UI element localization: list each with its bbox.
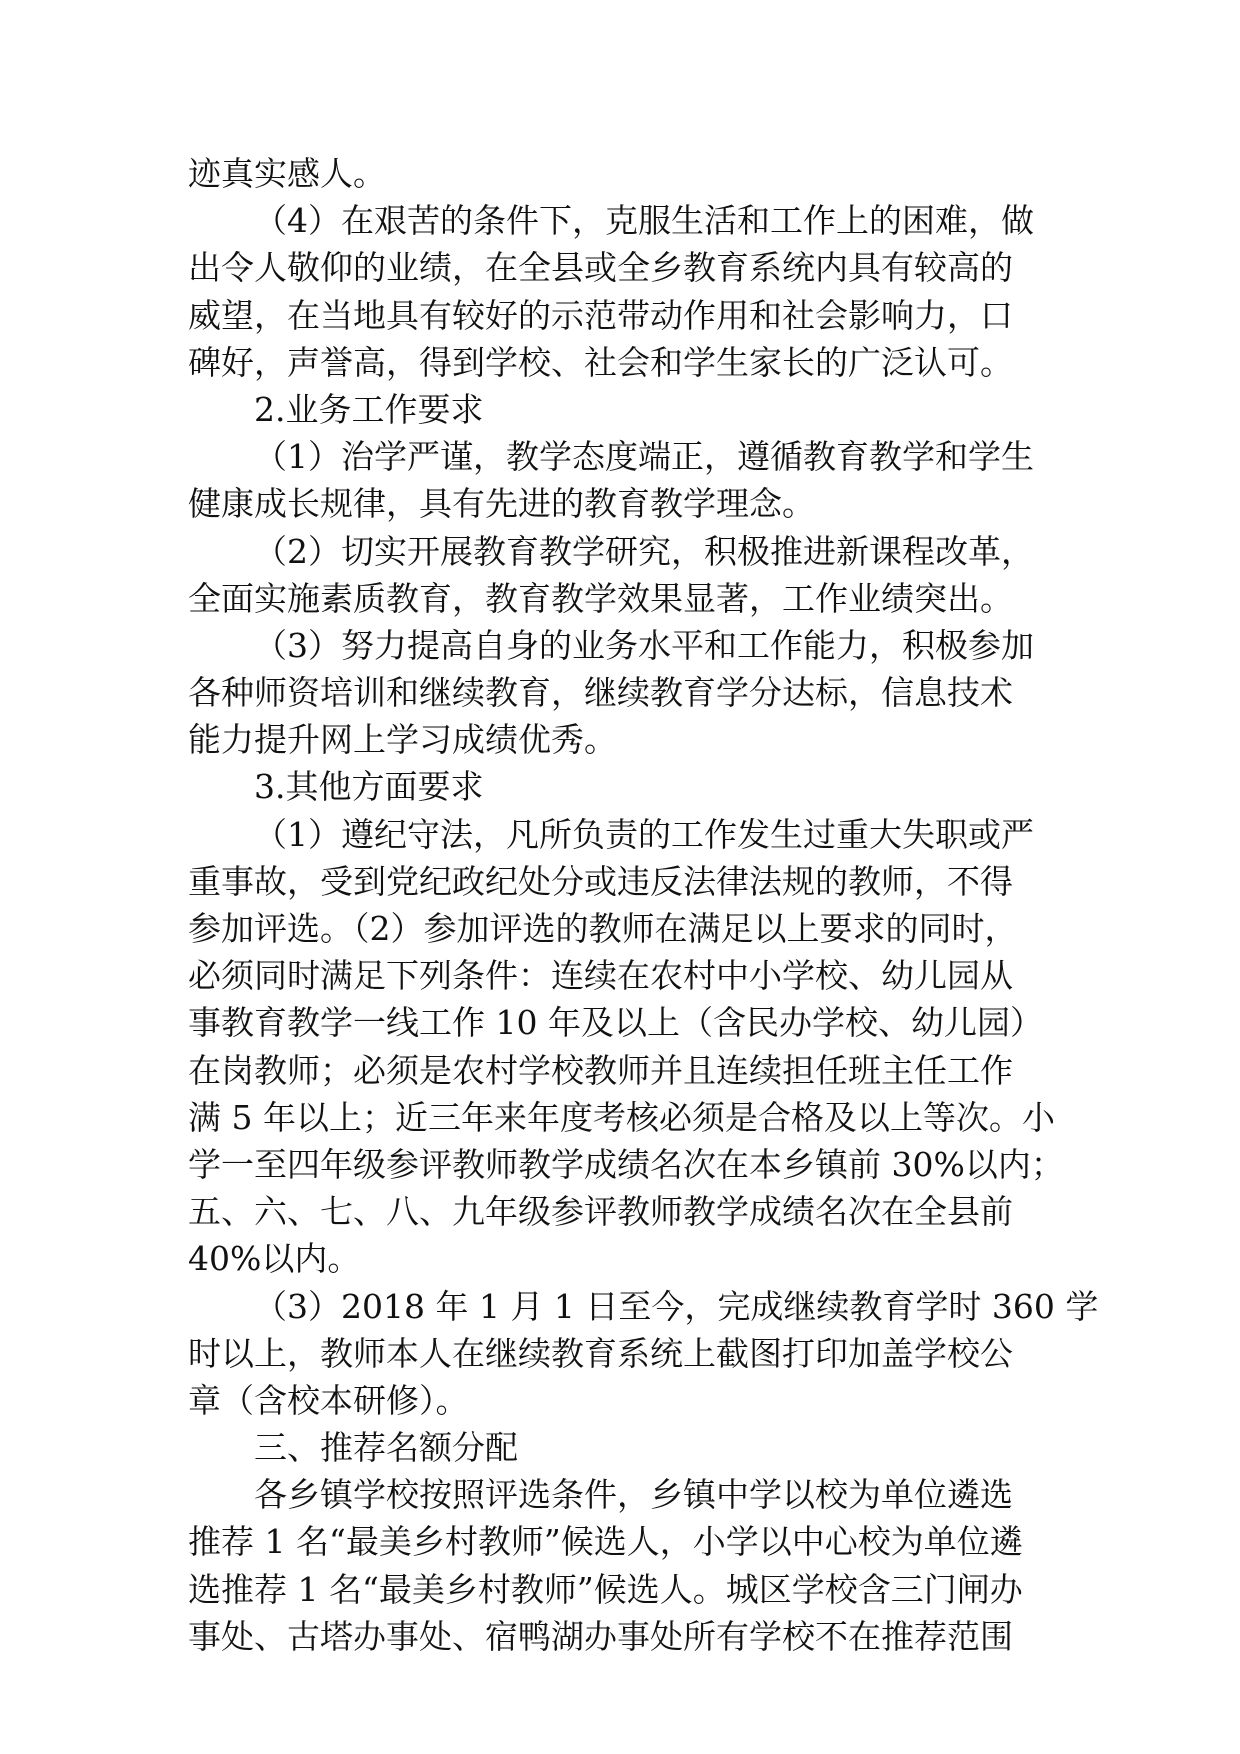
text-line: 推荐 1 名“最美乡村教师”候选人，小学以中心校为单位遴 — [188, 1522, 1023, 1562]
text-line: （4）在艰苦的条件下，克服生活和工作上的困难，做 — [254, 201, 1034, 241]
text-line: 全面实施素质教育，教育教学效果显著，工作业绩突出。 — [188, 578, 1013, 618]
text-line: 各乡镇学校按照评选条件，乡镇中学以校为单位遴选 — [254, 1475, 1013, 1515]
text-line: 40%以内。 — [188, 1239, 361, 1279]
text-line: 章（含校本研修）。 — [188, 1380, 469, 1420]
text-line: 三、推荐名额分配 — [254, 1428, 518, 1468]
text-line: 重事故，受到党纪政纪处分或违反法律法规的教师，不得 — [188, 861, 1013, 901]
text-line: 事教育教学一线工作 10 年及以上（含民办学校、幼儿园） — [188, 1003, 1043, 1043]
text-line: 3.其他方面要求 — [254, 767, 484, 807]
text-line: 时以上，教师本人在继续教育系统上截图打印加盖学校公 — [188, 1333, 1013, 1373]
text-line: 五、六、七、八、九年级参评教师教学成绩名次在全县前 — [188, 1192, 1013, 1232]
text-line: 参加评选。（2）参加评选的教师在满足以上要求的同时， — [188, 909, 1018, 948]
text-line: 选推荐 1 名“最美乡村教师”候选人。城区学校含三门闸办 — [188, 1569, 1023, 1609]
text-line: 迹真实感人。 — [188, 154, 386, 193]
text-line: 满 5 年以上；近三年来年度考核必须是合格及以上等次。小 — [188, 1097, 1055, 1137]
text-line: （1）遵纪守法，凡所负责的工作发生过重大失职或严 — [254, 814, 1034, 854]
text-line: 2.业务工作要求 — [254, 389, 484, 429]
text-line: 出令人敬仰的业绩，在全县或全乡教育系统内具有较高的 — [188, 248, 1013, 288]
text-line: 必须同时满足下列条件：连续在农村中小学校、幼儿园从 — [188, 956, 1013, 996]
text-line: （1）治学严谨，教学态度端正，遵循教育教学和学生 — [254, 437, 1034, 477]
text-line: 学一至四年级参评教师教学成绩名次在本乡镇前 30%以内； — [188, 1144, 1064, 1184]
text-line: 健康成长规律，具有先进的教育教学理念。 — [188, 484, 815, 524]
text-line: 事处、古塔办事处、宿鸭湖办事处所有学校不在推荐范围 — [188, 1616, 1013, 1656]
text-line: 在岗教师；必须是农村学校教师并且连续担任班主任工作 — [188, 1050, 1013, 1090]
document-body — [188, 150, 1099, 1660]
text-line: 碑好，声誉高，得到学校、社会和学生家长的广泛认可。 — [188, 342, 1013, 382]
text-line: （3）努力提高自身的业务水平和工作能力，积极参加 — [254, 625, 1034, 665]
text-line: 能力提升网上学习成绩优秀。 — [188, 720, 617, 760]
text-line: （3）2018 年 1 月 1 日至今，完成继续教育学时 360 学 — [254, 1286, 1099, 1326]
text-line: （2）切实开展教育教学研究，积极推进新课程改革， — [254, 531, 1034, 571]
text-line: 威望，在当地具有较好的示范带动作用和社会影响力，口 — [188, 295, 1013, 335]
text-line: 各种师资培训和继续教育，继续教育学分达标，信息技术 — [188, 673, 1013, 713]
